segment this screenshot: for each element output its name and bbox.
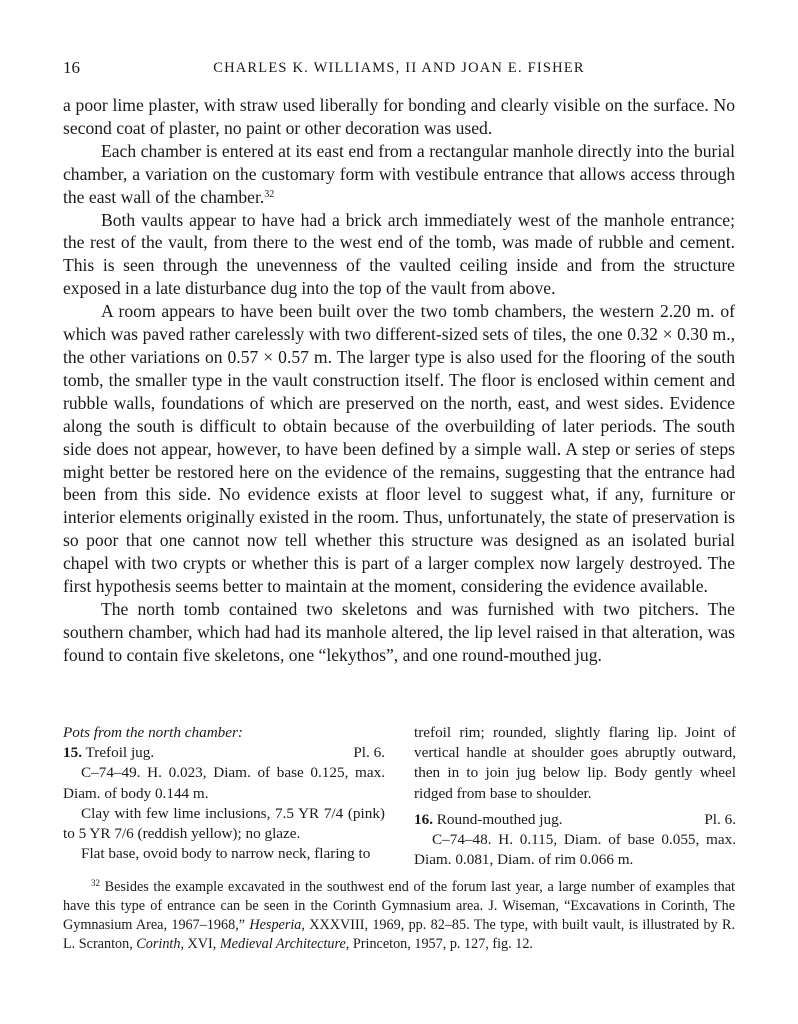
- footnote-segment: Besides the example excavated in the southwest end of the forum last year, a large number of examples that have this type of entrance can be seen in the Corinth Gymnasium area. J. Wiseman, “Excavations in Corinth, The Gymnasium Area, 1967–1968,”: [63, 879, 735, 933]
- journal-title: Hesperia: [249, 917, 302, 933]
- paragraph-text: Each chamber is entered at its east end from a rectangular manhole directly into the burial chamber, a variation on the customary form with vestibule entrance that allows access through the east wall of the chamber.: [63, 140, 735, 207]
- paragraph: [63, 140, 735, 209]
- catalogue-entry-16-title: [414, 810, 736, 830]
- entry-clay: Clay with few lime inclusions, 7.5 YR 7/4 (pink) to 5 YR 7/6 (reddish yellow); no glaze.: [63, 804, 385, 843]
- running-head: CHARLES K. WILLIAMS, II AND JOAN E. FISHER: [213, 60, 585, 76]
- entry-heading: [63, 743, 154, 763]
- entry-description-continued: trefoil rim; rounded, slightly flaring lip. Joint of vertical handle at shoulder goes abruptly outward, then in to join jug below lip. Body gently wheel ridged from base to shoulder.: [414, 724, 736, 802]
- entry-dimensions: C–74–49. H. 0.023, Diam. of base 0.125, max. Diam. of body 0.144 m.: [63, 764, 385, 802]
- paragraph: The north tomb contained two skeletons and was furnished with two pitchers. The southern chamber, which had had its manhole altered, the lip level raised in that alteration, was found to contain five skeletons, one “lekythos”, and one round-mouthed jug.: [63, 598, 735, 665]
- page-header: [63, 58, 735, 82]
- entry-number: 15.: [63, 744, 82, 762]
- entry-dimensions: C–74–48. H. 0.115, Diam. of base 0.055, max. Diam. 0.081, Diam. of rim 0.066 m.: [414, 831, 736, 869]
- series-title: Corinth: [136, 936, 181, 952]
- footnote-segment: , XVI,: [180, 936, 217, 952]
- footnote-segment: , XXXVIII, 1969, pp. 82–85. The type, with built vault, is illustrated by R. L. Scranton,: [63, 917, 736, 952]
- paragraph: Both vaults appear to have had a brick arch immediately west of the manhole entrance; the rest of the vault, from there to the west end of the tomb, was made of rubble and cement. This is seen through the unevenness of the vaulted ceiling inside and from the structure exposed in a late disturbance dug into the top of the vault from above.: [63, 209, 735, 299]
- entry-description: Flat base, ovoid body to narrow neck, flaring to: [81, 845, 371, 863]
- footnote: [63, 878, 735, 954]
- plate-reference: Pl. 6.: [704, 810, 736, 828]
- footnote-reference: 32: [264, 188, 275, 200]
- footnote-marker: 32: [91, 878, 100, 888]
- paragraph: A room appears to have been built over the two tomb chambers, the western 2.20 m. of which was paved rather carelessly with two different-sized sets of tiles, the one 0.32 × 0.30 m., the other variations on 0.57 × 0.57 m. The larger type is also used for the flooring of the south tomb, the smaller type in the vault construction itself. The floor is enclosed within cement and rubble walls, foundations of which are preserved on the north, east, and west sides. Evidence along the south is difficult to obtain because of the overbuilding of later periods. The south side does not appear, however, to have been defined by a simple wall. A step or series of steps might better be restored here on the evidence of the remains, suggesting that the entrance had been from this side. No evidence exists at floor level to suggest what, if any, furniture or interior elements originally existed in the room. Thus, unfortunately, the state of preservation is so poor that one cannot now tell whether this structure was designed as an isolated burial chapel with two crypts or whether this is part of a larger complex now largely destroyed. The first hypothesis seems better to maintain at the moment, considering the evidence available.: [63, 301, 735, 597]
- catalogue-heading: Pots from the north chamber:: [63, 724, 243, 741]
- entry-name: Round-mouthed jug.: [436, 810, 563, 828]
- book-title: Medieval Architecture: [219, 936, 346, 952]
- paragraph: a poor lime plaster, with straw used liberally for bonding and clearly visible on the surface. No second coat of plaster, no paint or other decoration was used.: [63, 95, 735, 138]
- body-text: [63, 94, 735, 667]
- entry-heading: [414, 810, 563, 830]
- entry-name: Trefoil jug.: [85, 744, 155, 762]
- page-number: 16: [63, 58, 80, 77]
- catalogue-entry-15-title: [63, 743, 385, 763]
- catalogue-left-column: [63, 723, 385, 864]
- entry-number: 16.: [414, 810, 433, 828]
- plate-reference: Pl. 6.: [353, 744, 385, 762]
- catalogue-right-column: [414, 723, 736, 870]
- footnote-segment: , Princeton, 1957, p. 127, fig. 12.: [345, 936, 533, 952]
- footnote-text: [63, 878, 735, 954]
